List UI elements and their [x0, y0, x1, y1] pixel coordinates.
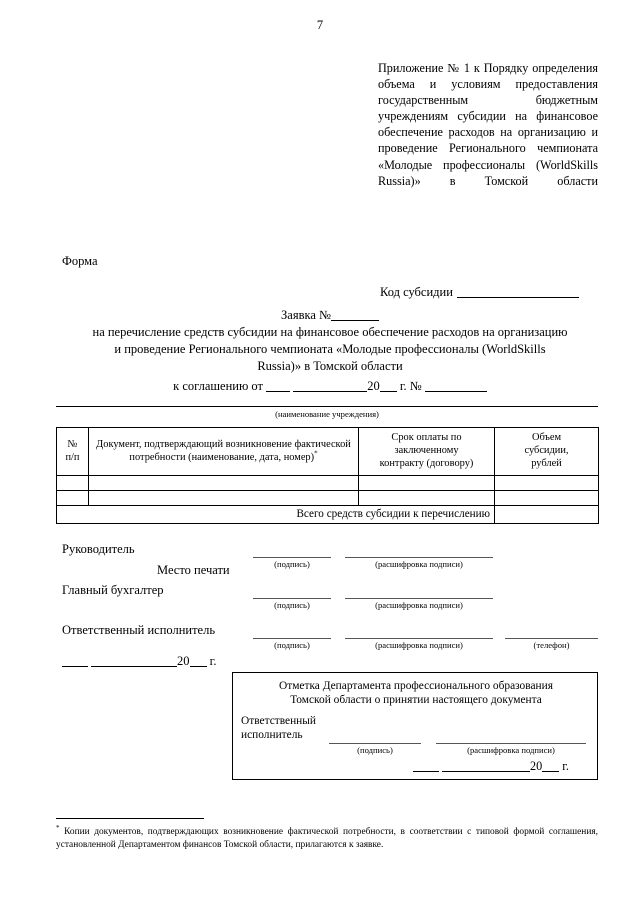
appendix-note [378, 60, 598, 189]
responsible-decoding-caption: (расшифровка подписи) [375, 640, 463, 650]
stamp-responsible-line1: Ответственный [241, 715, 317, 727]
subsidy-code-row [380, 284, 579, 300]
document-date-year-input[interactable] [190, 666, 207, 667]
cell-amount[interactable] [495, 490, 599, 505]
column-header-term-line1: Срок оплаты по [391, 432, 462, 443]
accountant-signature-caption: (подпись) [274, 600, 310, 610]
agreement-number-input[interactable] [425, 391, 487, 392]
agreement-year-suffix: г. № [399, 379, 422, 393]
institution-rule [56, 406, 598, 407]
request-title-prefix: Заявка № [281, 308, 331, 322]
document-date-month-input[interactable] [91, 666, 177, 667]
request-number-line [62, 307, 598, 324]
table-header-row [57, 428, 599, 476]
stamp-date-month-input[interactable] [442, 771, 530, 772]
head-signature-line[interactable] [253, 557, 331, 558]
head-decoding-line[interactable] [345, 557, 493, 558]
agreement-year-prefix: 20 [367, 379, 380, 393]
request-description-line-1: на перечисление средств субсидии на финансовое обеспечение расходов на организацию [92, 325, 568, 339]
head-label: Руководитель [62, 542, 135, 556]
accountant-decoding-line[interactable] [345, 598, 493, 599]
agreement-day-input[interactable] [266, 391, 290, 392]
request-number-input[interactable] [331, 320, 379, 321]
document-date-year-prefix: 20 [177, 654, 190, 668]
cell-document[interactable] [89, 475, 359, 490]
total-amount-cell[interactable] [495, 505, 599, 523]
request-title-block [62, 307, 598, 375]
footnote [56, 823, 598, 852]
agreement-year-input[interactable] [380, 391, 397, 392]
footnote-star-icon: * [56, 823, 60, 832]
request-description-line-3: Russia)» в Томской области [257, 359, 403, 373]
column-header-amount [495, 428, 599, 476]
cell-document[interactable] [89, 490, 359, 505]
chief-accountant-label: Главный бухгалтер [62, 583, 164, 597]
total-label: Всего средств субсидии к перечислению [57, 505, 495, 523]
column-header-document-line3: номер) [283, 451, 315, 463]
column-header-amount-line2: субсидии, [524, 445, 569, 457]
stamp-date-year-suffix: г. [562, 759, 569, 773]
stamp-signature-line[interactable] [329, 743, 421, 744]
footnote-text: Копии документов, подтверждающих возникновение фактической потребности, в соответствии с типовой формой соглашения, установленной Департаментом финансов Томской области, прилагаются к заявке. [56, 827, 598, 850]
stamp-date-year-prefix: 20 [530, 759, 543, 773]
column-header-amount-line1: Объем [531, 432, 562, 443]
table-row [57, 475, 599, 490]
column-header-term-line2: заключенному [394, 445, 459, 457]
document-date-year-suffix: г. [209, 654, 217, 668]
subsidy-table [56, 427, 599, 524]
column-header-number-line2: п/п [65, 451, 80, 463]
stamp-date-year-input[interactable] [542, 771, 559, 772]
stamp-signature-caption: (подпись) [357, 745, 393, 755]
stamp-title-line1: Отметка Департамента профессионального образования [279, 680, 553, 692]
footnote-separator [56, 818, 204, 819]
column-header-payment-term [359, 428, 495, 476]
agreement-reference-line [62, 378, 598, 394]
stamp-responsible-line2: исполнитель [241, 728, 303, 741]
stamp-decoding-line[interactable] [436, 743, 586, 744]
cell-payment-term[interactable] [359, 490, 495, 505]
column-header-document-line1: Документ, подтверждающий возникновение [96, 438, 292, 450]
table-total-row [57, 505, 599, 523]
head-decoding-caption: (расшифровка подписи) [375, 559, 463, 569]
column-header-amount-line3: рублей [531, 458, 562, 470]
stamp-decoding-caption: (расшифровка подписи) [467, 745, 555, 755]
table-row [57, 490, 599, 505]
stamp-title-line2: Томской области о принятии настоящего документа [290, 694, 542, 706]
cell-number[interactable] [57, 475, 89, 490]
document-date-day-input[interactable] [62, 666, 88, 667]
agreement-month-input[interactable] [293, 391, 367, 392]
stamp-date-day-input[interactable] [413, 771, 439, 772]
accountant-signature-line[interactable] [253, 598, 331, 599]
accountant-decoding-caption: (расшифровка подписи) [375, 600, 463, 610]
request-description-line-2: и проведение Регионального чемпионата «Молодые профессионалы (WorldSkills [114, 342, 546, 356]
subsidy-code-label: Код субсидии [380, 285, 453, 299]
form-label: Форма [62, 254, 98, 268]
responsible-signature-line[interactable] [253, 638, 331, 639]
column-header-document [89, 428, 359, 476]
responsible-decoding-line[interactable] [345, 638, 493, 639]
appendix-note-text: Приложение № 1 к Порядку определения объема и условиям предоставления государственным бюджетным учреждениям субсидии на финансовое обеспечение расходов на организацию и проведение Регионального чемпионата «Молодые профессионалы (WorldSkills Russia)» в Томской области [378, 61, 598, 188]
page-number: 7 [316, 18, 324, 32]
responsible-executor-label: Ответственный исполнитель [62, 623, 216, 637]
stamp-title [243, 679, 589, 707]
footnote-marker-icon: * [314, 449, 318, 458]
department-stamp-box [232, 672, 598, 780]
stamp-responsible-label [241, 715, 325, 742]
cell-number[interactable] [57, 490, 89, 505]
responsible-signature-caption: (подпись) [274, 640, 310, 650]
seal-place-label: Место печати [157, 563, 230, 577]
column-header-document-line2: фактической потребности (наименование, дата, [129, 438, 351, 463]
cell-amount[interactable] [495, 475, 599, 490]
stamp-date-line [413, 758, 569, 774]
column-header-number-line1: № [67, 438, 78, 450]
cell-payment-term[interactable] [359, 475, 495, 490]
column-header-number [57, 428, 89, 476]
institution-caption: (наименование учреждения) [275, 409, 379, 419]
head-signature-caption: (подпись) [274, 559, 310, 569]
column-header-term-line3: контракту (договору) [379, 458, 474, 470]
responsible-phone-caption: (телефон) [533, 640, 570, 650]
agreement-prefix: к соглашению от [173, 379, 263, 393]
subsidy-code-input[interactable] [457, 297, 579, 298]
document-date-line [62, 653, 216, 669]
responsible-phone-line[interactable] [505, 638, 598, 639]
